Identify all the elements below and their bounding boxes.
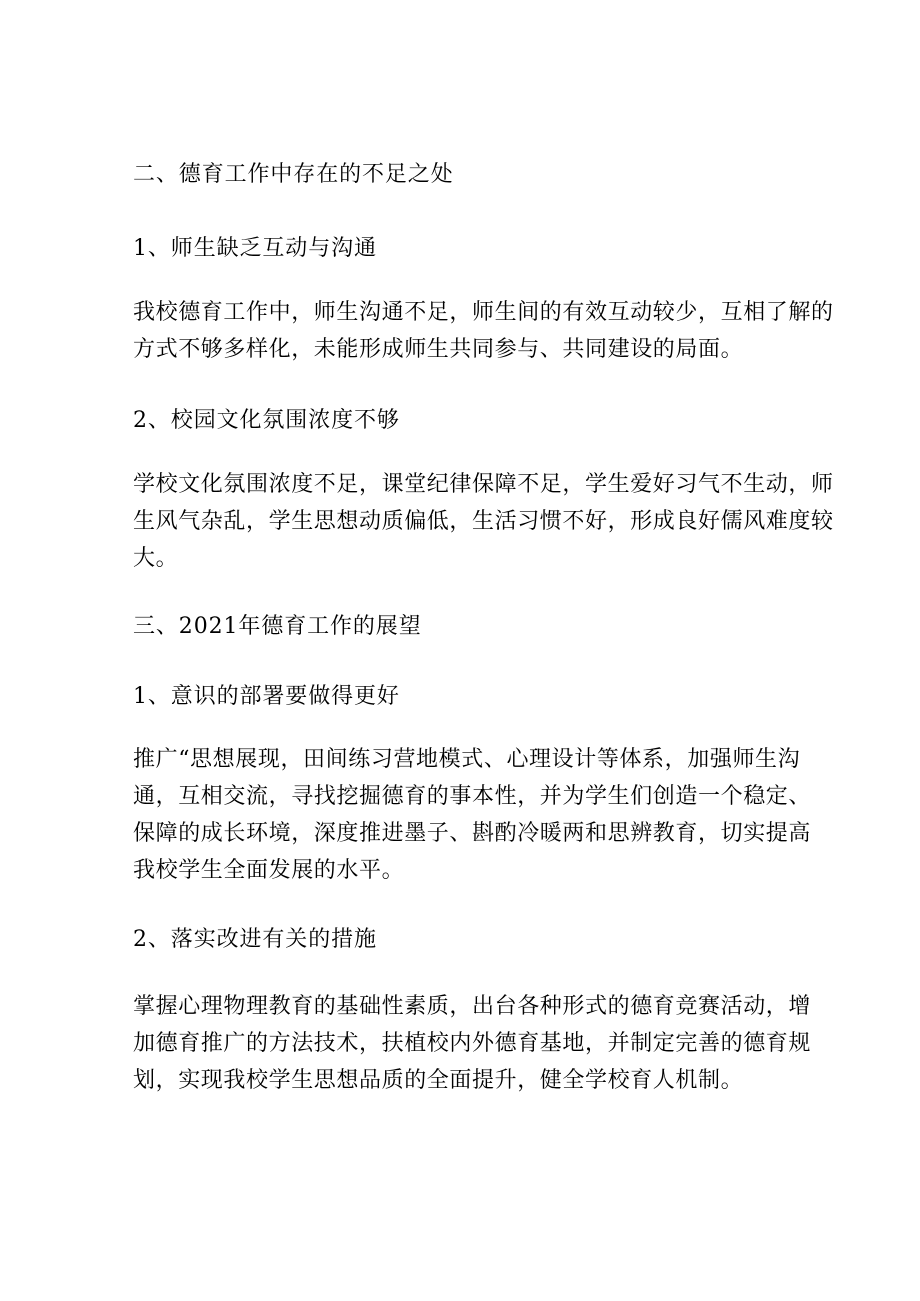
section-heading-deficiencies: 二、德育工作中存在的不足之处 bbox=[133, 162, 454, 187]
subheading-awareness-deployment: 1、意识的部署要做得更好 bbox=[133, 684, 400, 709]
paragraph-line: 方式不够多样化，未能形成师生共同参与、共同建设的局面。 bbox=[133, 337, 744, 362]
paragraph-line: 我校德育工作中，师生沟通不足，师生间的有效互动较少，互相了解的 bbox=[133, 300, 834, 325]
paragraph-line: 我校学生全面发展的水平。 bbox=[133, 858, 405, 883]
paragraph-line: 加德育推广的方法技术，扶植校内外德育基地，并制定完善的德育规 bbox=[133, 1031, 812, 1056]
section-heading-outlook: 三、2021年德育工作的展望 bbox=[133, 614, 422, 639]
paragraph-line: 保障的成长环境，深度推进墨子、斟酌冷暖两和思辨教育，切实提高 bbox=[133, 821, 812, 846]
subheading-teacher-student-interaction: 1、师生缺乏互动与沟通 bbox=[133, 236, 377, 261]
paragraph-line: 推广“思想展现，田间练习营地模式、心理设计等体系，加强师生沟 bbox=[133, 747, 801, 772]
paragraph-line: 学校文化氛围浓度不足，课堂纪律保障不足，学生爱好习气不生动，师 bbox=[133, 472, 834, 497]
subheading-campus-culture: 2、校园文化氛围浓度不够 bbox=[133, 408, 400, 433]
paragraph-line: 掌握心理物理教育的基础性素质，出台各种形式的德育竞赛活动，增 bbox=[133, 994, 812, 1019]
paragraph-line: 通，互相交流，寻找挖掘德育的事本性，并为学生们创造一个稳定、 bbox=[133, 784, 812, 809]
paragraph-line: 生风气杂乱，学生思想动质偏低，生活习惯不好，形成良好儒风难度较 bbox=[133, 509, 834, 534]
subheading-implement-measures: 2、落实改进有关的措施 bbox=[133, 927, 377, 952]
paragraph-line: 大。 bbox=[133, 546, 179, 571]
paragraph-line: 划，实现我校学生思想品质的全面提升，健全学校育人机制。 bbox=[133, 1068, 744, 1093]
